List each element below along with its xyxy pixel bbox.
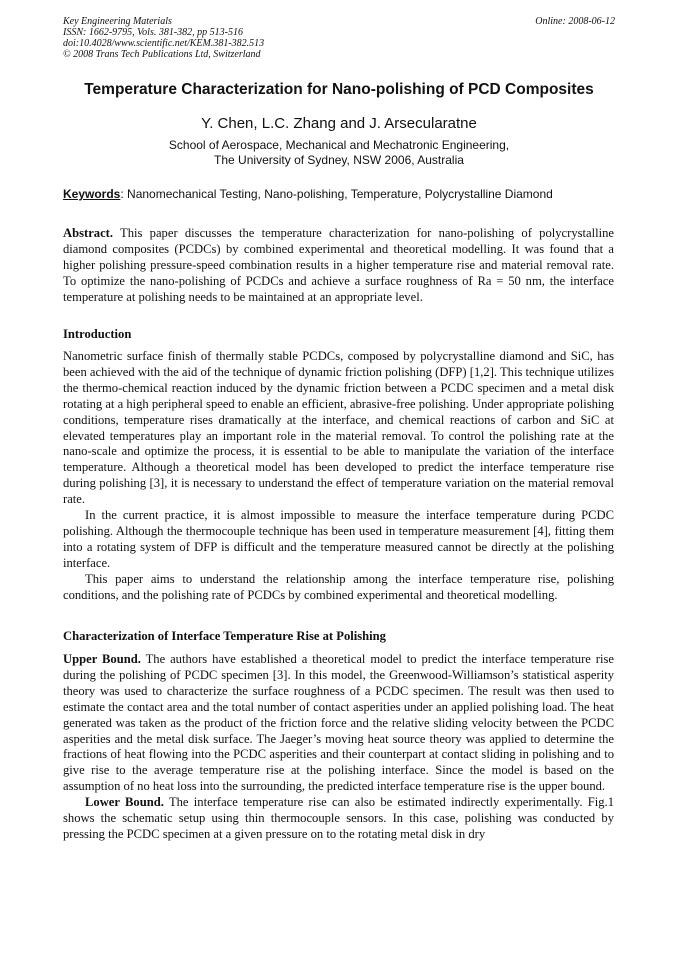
keywords-line: [63, 187, 623, 202]
abstract-label: Abstract.: [63, 226, 114, 240]
characterization-body: [63, 652, 614, 843]
affiliation: [40, 138, 638, 168]
journal-header: [63, 16, 264, 60]
introduction-heading: Introduction: [63, 327, 132, 341]
upper-bound-label: Upper Bound.: [63, 652, 141, 666]
lower-bound-label: Lower Bound.: [85, 795, 164, 810]
intro-paragraph-2: In the current practice, it is almost impossible to measure the interface temperature during PCDC polishing. Although the thermocouple technique has been used in temperature measurement [4], fitting them into a rotating system of DFP is difficult and the temperature measured cannot be directly at the polishing interface.: [63, 508, 614, 570]
keywords-label: Keywords: [63, 187, 121, 201]
doi-line: doi:10.4028/www.scientific.net/KEM.381-382.513: [63, 38, 265, 49]
paper-title: Temperature Characterization for Nano-polishing of PCD Composites: [84, 81, 594, 98]
keywords-text: Nanomechanical Testing, Nano-polishing, Temperature, Polycrystalline Diamond: [123, 187, 553, 201]
intro-paragraph-3: This paper aims to understand the relationship among the interface temperature rise, polishing conditions, and the polishing rate of PCDCs by combined experimental and theoretical modelling.: [63, 571, 614, 602]
keywords-colon: :: [120, 187, 124, 201]
journal-name: Key Engineering Materials: [63, 16, 172, 27]
abstract: [63, 226, 614, 306]
copyright-line: © 2008 Trans Tech Publications Ltd, Switzerland: [63, 49, 261, 60]
abstract-text: This paper discusses the temperature characterization for nano-polishing of polycrystalline diamond composites (PCDCs) by combined experimental and theoretical modelling. It was found that a higher polishing pressure-speed combination results in a higher temperature rise and material removal rate. To optimize the nano-polishing of PCDCs and achieve a surface roughness of Ra = 50 nm, the interface temperature at polishing needs to be maintained at an appropriate level.: [63, 226, 614, 304]
paper-authors: Y. Chen, L.C. Zhang and J. Arsecularatne: [201, 115, 477, 132]
affiliation-line-2: The University of Sydney, NSW 2006, Australia: [214, 153, 464, 167]
intro-paragraph-1: Nanometric surface finish of thermally stable PCDCs, composed by polycrystalline diamond and SiC, has been achieved with the aid of the technique of dynamic friction polishing (DFP) [1,2]. This technique utilizes the thermo-chemical reaction induced by the dynamic friction between a PCDC specimen and a metal disk rotating at a high peripheral speed to enable an efficient, abrasive-free polishing. Under appropriate polishing conditions, temperature rises dramatically at the interface, and chemical reactions of carbon and SiC at elevated temperatures play an important role in the material removal. To control the polishing rate at the nano-scale and optimize the process, it is essential to be able to manipulate the variation of the interface temperature. Although a theoretical model has been developed to predict the interface temperature rise during polishing [3], it is necessary to understand the effect of temperature variation on the material removal rate.: [63, 349, 614, 507]
introduction-body: [63, 349, 614, 604]
characterization-heading: Characterization of Interface Temperature Rise at Polishing: [63, 629, 386, 643]
online-date: Online: 2008-06-12: [535, 16, 615, 27]
issn-line: ISSN: 1662-9795, Vols. 381-382, pp 513-516: [63, 27, 243, 38]
affiliation-line-1: School of Aerospace, Mechanical and Mechatronic Engineering,: [168, 138, 510, 152]
upper-bound-text: The authors have established a theoretical model to predict the interface temperature rise during the polishing of PCDC specimen [3]. In this model, the Greenwood-Williamson’s statistical asperity theory was used to characterize the surface roughness of a PCDC specimen. The result was then used to estimate the contact area and the total number of contact asperities under an applied polishing load. The heat generated was taken as the product of the friction force and the relative sliding velocity between the PCDC asperities and the metal disk surface. The Jaeger’s moving heat source theory was applied to determine the fractions of heat flowing into the PCDC asperities and their counterpart at contact sliding in polishing and to give rise to the average temperature rise at the polishing interface. Since the model is based on the assumption of no heat loss into the surrounding, the predicted interface temperature rise is the upper bound.: [63, 652, 614, 794]
lower-bound-text: The interface temperature rise can also be estimated indirectly experimentally. Fig.1 shows the schematic setup using thin thermocouple sensors. In this case, polishing was conducted by pressing the PCDC specimen at a given pressure on to the rotating metal disk in dry: [63, 795, 614, 841]
